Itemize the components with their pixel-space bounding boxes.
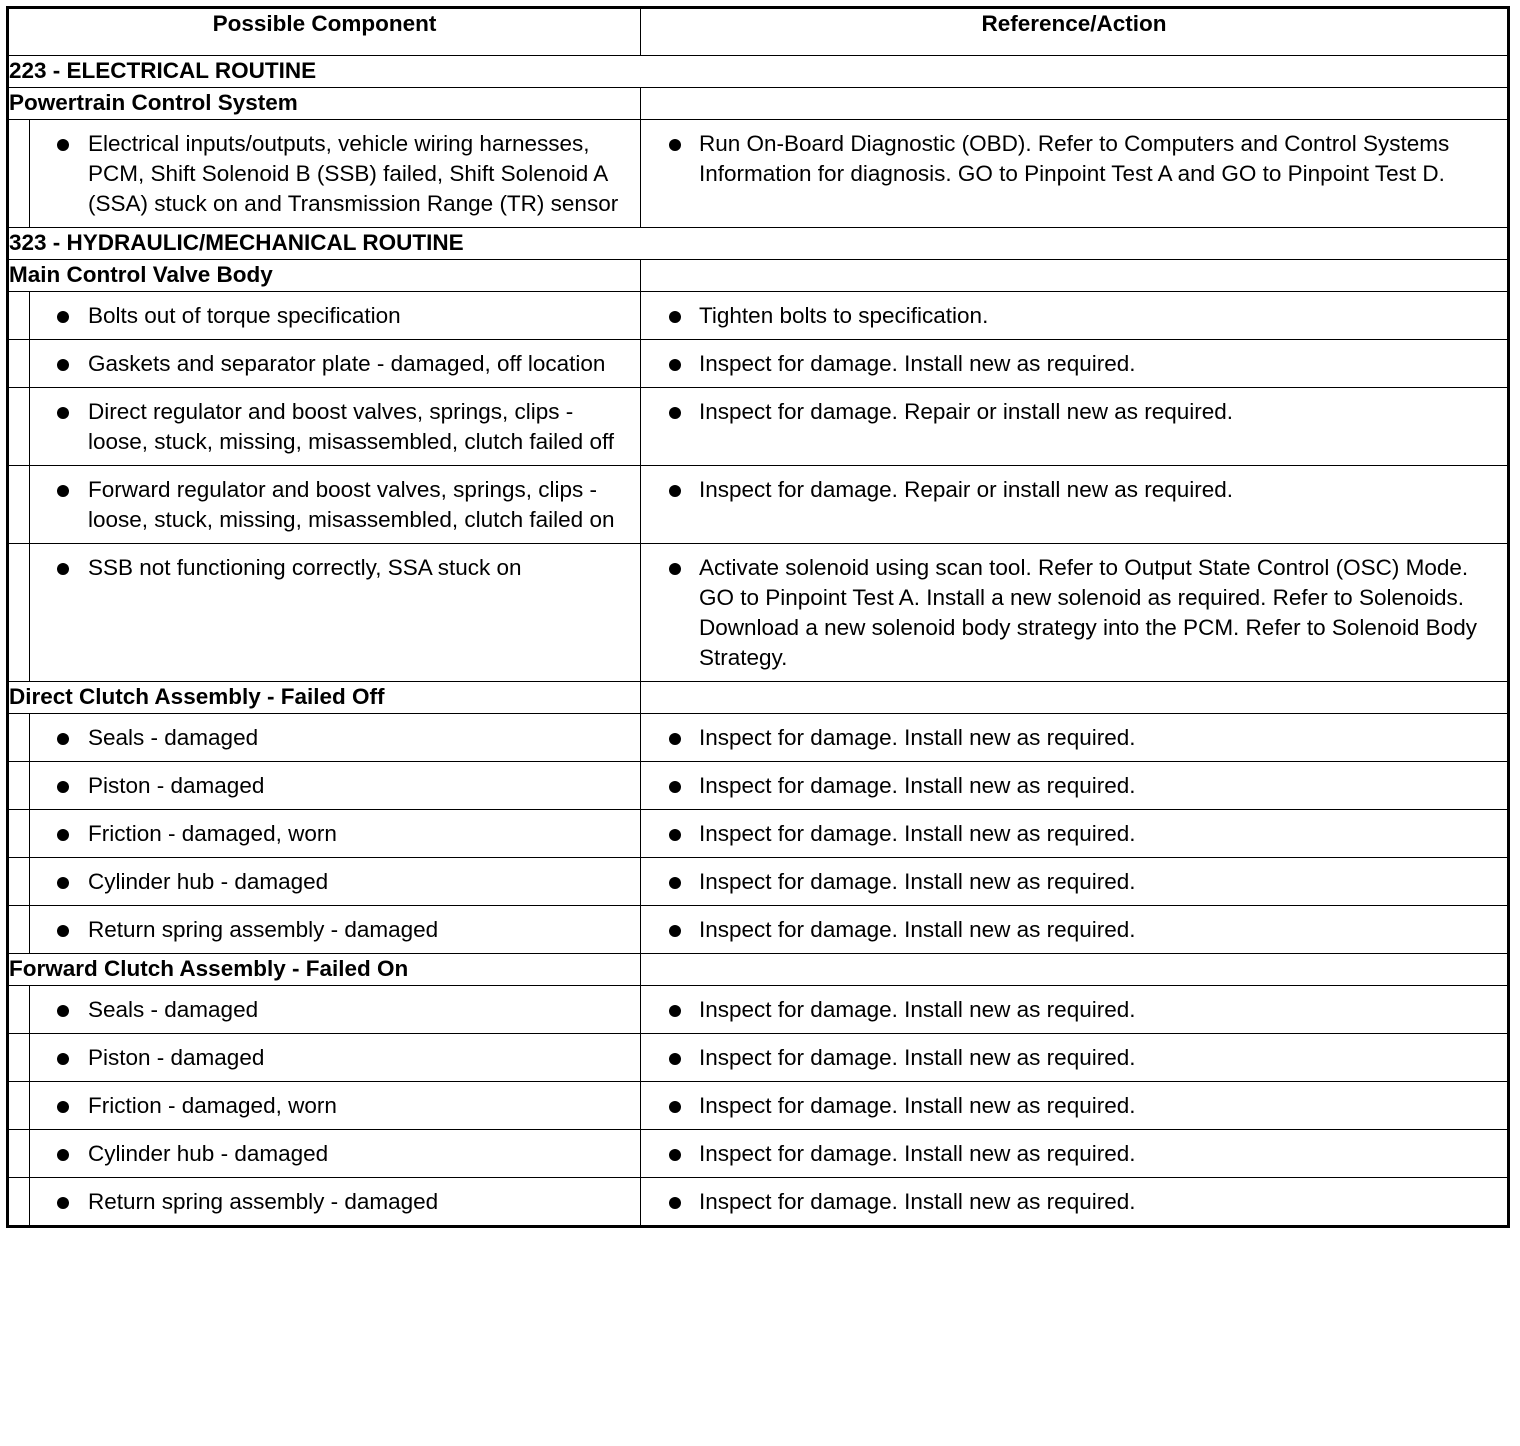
action-item: [641, 544, 1507, 681]
bullet-icon: [641, 475, 699, 505]
indent-cell: [8, 292, 30, 340]
bullet-icon: [30, 1187, 88, 1217]
bullet-icon: [30, 915, 88, 945]
action-cell: [641, 340, 1509, 388]
action-cell: [641, 858, 1509, 906]
component-cell: [30, 858, 641, 906]
action-cell: [641, 544, 1509, 682]
component-item: [30, 466, 640, 543]
table-row: [8, 466, 1509, 544]
component-cell: [30, 544, 641, 682]
action-cell: [641, 120, 1509, 228]
action-text: Inspect for damage. Repair or install new as required.: [699, 477, 1234, 502]
indent-cell: [8, 120, 30, 228]
subhead-row: [8, 260, 1509, 292]
component-text: Bolts out of torque specification: [88, 303, 401, 328]
bullet-icon: [30, 867, 88, 897]
action-text: Inspect for damage. Install new as required.: [699, 917, 1136, 942]
table-row: [8, 906, 1509, 954]
action-item: [641, 466, 1507, 513]
component-item: [30, 1178, 640, 1225]
component-text: Seals - damaged: [88, 725, 259, 750]
component-item: [30, 1082, 640, 1129]
indent-cell: [8, 986, 30, 1034]
subhead-row: [8, 954, 1509, 986]
component-text: Direct regulator and boost valves, springs, clips - loose, stuck, missing, misassembled, clutch failed off: [88, 399, 615, 454]
component-item: [30, 1130, 640, 1177]
bullet-icon: [641, 129, 699, 189]
bullet-icon: [641, 867, 699, 897]
action-cell: [641, 1082, 1509, 1130]
table-row: [8, 714, 1509, 762]
bullet-icon: [30, 1139, 88, 1169]
subhead-row: [8, 682, 1509, 714]
action-text: Inspect for damage. Install new as required.: [699, 821, 1136, 846]
action-item: [641, 986, 1507, 1033]
indent-cell: [8, 1130, 30, 1178]
table-row: [8, 858, 1509, 906]
bullet-icon: [641, 349, 699, 379]
component-text: Piston - damaged: [88, 773, 265, 798]
action-cell: [641, 1178, 1509, 1227]
component-item: [30, 714, 640, 761]
group-title: Forward Clutch Assembly - Failed On: [8, 954, 641, 986]
bullet-icon: [641, 723, 699, 753]
indent-cell: [8, 1178, 30, 1227]
group-title: Powertrain Control System: [8, 88, 641, 120]
action-text: Activate solenoid using scan tool. Refer to Output State Control (OSC) Mode. GO to Pinpoint Test A. Install a new solenoid as required. Refer to Solenoids. Download a new solenoid body strategy into the PCM. Refer to Solenoid Body Strategy.: [699, 555, 1477, 670]
component-text: Forward regulator and boost valves, springs, clips - loose, stuck, missing, misassembled, clutch failed on: [88, 477, 615, 532]
table-row: [8, 340, 1509, 388]
action-text: Run On-Board Diagnostic (OBD). Refer to Computers and Control Systems Information for diagnosis. GO to Pinpoint Test A and GO to Pinpoint Test D.: [699, 131, 1450, 186]
bullet-icon: [641, 1043, 699, 1073]
component-item: [30, 340, 640, 387]
component-text: Electrical inputs/outputs, vehicle wiring harnesses, PCM, Shift Solenoid B (SSB) failed, Shift Solenoid A (SSA) stuck on and Transmission Range (TR) sensor: [88, 131, 619, 216]
action-item: [641, 1082, 1507, 1129]
component-text: Piston - damaged: [88, 1045, 265, 1070]
action-text: Inspect for damage. Install new as required.: [699, 1189, 1136, 1214]
action-text: Tighten bolts to specification.: [699, 303, 989, 328]
component-cell: [30, 714, 641, 762]
bullet-icon: [30, 1091, 88, 1121]
indent-cell: [8, 858, 30, 906]
group-title: Main Control Valve Body: [8, 260, 641, 292]
action-item: [641, 906, 1507, 953]
component-cell: [30, 292, 641, 340]
header-reference-action: Reference/Action: [641, 8, 1509, 56]
action-item: [641, 120, 1507, 197]
component-text: Gaskets and separator plate - damaged, off location: [88, 351, 606, 376]
bullet-icon: [30, 819, 88, 849]
table-row: [8, 292, 1509, 340]
header-row: [8, 8, 1509, 56]
bullet-icon: [641, 1091, 699, 1121]
table-row: [8, 544, 1509, 682]
action-text: Inspect for damage. Install new as required.: [699, 1141, 1136, 1166]
table-row: [8, 810, 1509, 858]
table-row: [8, 1034, 1509, 1082]
component-text: Return spring assembly - damaged: [88, 1189, 439, 1214]
component-cell: [30, 906, 641, 954]
bullet-icon: [30, 1043, 88, 1073]
indent-cell: [8, 810, 30, 858]
component-cell: [30, 466, 641, 544]
diagnostic-table: [6, 6, 1510, 1228]
component-item: [30, 858, 640, 905]
action-text: Inspect for damage. Install new as required.: [699, 351, 1136, 376]
action-item: [641, 714, 1507, 761]
bullet-icon: [30, 397, 88, 457]
bullet-icon: [30, 723, 88, 753]
table-row: [8, 120, 1509, 228]
bullet-icon: [641, 995, 699, 1025]
component-item: [30, 1034, 640, 1081]
bullet-icon: [30, 771, 88, 801]
action-item: [641, 810, 1507, 857]
table-row: [8, 986, 1509, 1034]
component-cell: [30, 1178, 641, 1227]
component-item: [30, 292, 640, 339]
indent-cell: [8, 762, 30, 810]
section-title: 223 - ELECTRICAL ROUTINE: [8, 56, 1509, 88]
indent-cell: [8, 714, 30, 762]
indent-cell: [8, 1082, 30, 1130]
section-row: [8, 56, 1509, 88]
component-text: Friction - damaged, worn: [88, 1093, 337, 1118]
bullet-icon: [641, 1187, 699, 1217]
component-text: Cylinder hub - damaged: [88, 1141, 329, 1166]
action-cell: [641, 762, 1509, 810]
action-cell: [641, 1034, 1509, 1082]
action-item: [641, 340, 1507, 387]
bullet-icon: [30, 301, 88, 331]
component-cell: [30, 762, 641, 810]
action-item: [641, 762, 1507, 809]
action-item: [641, 1130, 1507, 1177]
action-text: Inspect for damage. Repair or install new as required.: [699, 399, 1234, 424]
component-text: Cylinder hub - damaged: [88, 869, 329, 894]
component-item: [30, 762, 640, 809]
component-cell: [30, 1034, 641, 1082]
action-cell: [641, 986, 1509, 1034]
table-row: [8, 762, 1509, 810]
component-cell: [30, 1130, 641, 1178]
component-item: [30, 120, 640, 227]
bullet-icon: [30, 995, 88, 1025]
action-item: [641, 292, 1507, 339]
action-cell: [641, 388, 1509, 466]
table-row: [8, 1082, 1509, 1130]
component-item: [30, 810, 640, 857]
component-cell: [30, 986, 641, 1034]
component-text: Seals - damaged: [88, 997, 259, 1022]
action-text: Inspect for damage. Install new as required.: [699, 725, 1136, 750]
section-title: 323 - HYDRAULIC/MECHANICAL ROUTINE: [8, 228, 1509, 260]
component-text: Friction - damaged, worn: [88, 821, 337, 846]
action-text: Inspect for damage. Install new as required.: [699, 773, 1136, 798]
action-text: Inspect for damage. Install new as required.: [699, 869, 1136, 894]
component-cell: [30, 120, 641, 228]
indent-cell: [8, 466, 30, 544]
action-text: Inspect for damage. Install new as required.: [699, 1045, 1136, 1070]
action-cell: [641, 810, 1509, 858]
action-cell: [641, 714, 1509, 762]
table-row: [8, 1130, 1509, 1178]
table-row: [8, 388, 1509, 466]
empty-cell: [641, 682, 1509, 714]
table-body: [8, 56, 1509, 1227]
group-title: Direct Clutch Assembly - Failed Off: [8, 682, 641, 714]
action-text: Inspect for damage. Install new as required.: [699, 1093, 1136, 1118]
bullet-icon: [641, 1139, 699, 1169]
section-row: [8, 228, 1509, 260]
component-cell: [30, 810, 641, 858]
bullet-icon: [30, 553, 88, 583]
empty-cell: [641, 954, 1509, 986]
bullet-icon: [641, 301, 699, 331]
component-cell: [30, 1082, 641, 1130]
action-cell: [641, 466, 1509, 544]
action-text: Inspect for damage. Install new as required.: [699, 997, 1136, 1022]
indent-cell: [8, 544, 30, 682]
action-item: [641, 1178, 1507, 1225]
empty-cell: [641, 260, 1509, 292]
bullet-icon: [641, 553, 699, 673]
indent-cell: [8, 1034, 30, 1082]
component-cell: [30, 340, 641, 388]
action-cell: [641, 292, 1509, 340]
component-text: Return spring assembly - damaged: [88, 917, 439, 942]
indent-cell: [8, 388, 30, 466]
indent-cell: [8, 340, 30, 388]
component-text: SSB not functioning correctly, SSA stuck on: [88, 555, 522, 580]
indent-cell: [8, 906, 30, 954]
component-cell: [30, 388, 641, 466]
empty-cell: [641, 88, 1509, 120]
bullet-icon: [30, 475, 88, 535]
table-row: [8, 1178, 1509, 1227]
action-cell: [641, 906, 1509, 954]
bullet-icon: [30, 349, 88, 379]
action-item: [641, 388, 1507, 435]
action-item: [641, 1034, 1507, 1081]
bullet-icon: [641, 771, 699, 801]
component-item: [30, 544, 640, 591]
action-cell: [641, 1130, 1509, 1178]
action-item: [641, 858, 1507, 905]
component-item: [30, 986, 640, 1033]
component-item: [30, 388, 640, 465]
bullet-icon: [30, 129, 88, 219]
component-item: [30, 906, 640, 953]
bullet-icon: [641, 397, 699, 427]
bullet-icon: [641, 915, 699, 945]
header-possible-component: Possible Component: [8, 8, 641, 56]
subhead-row: [8, 88, 1509, 120]
bullet-icon: [641, 819, 699, 849]
